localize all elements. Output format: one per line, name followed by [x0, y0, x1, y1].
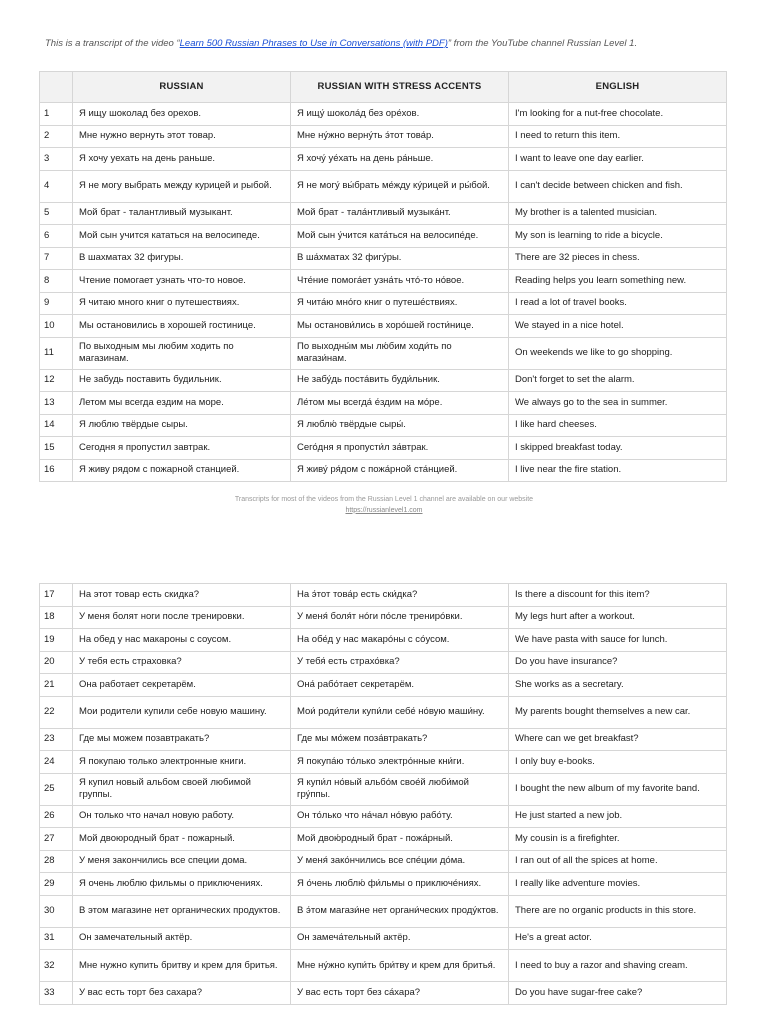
table-row: [40, 674, 727, 697]
cell-russian: На обед у нас макароны с соусом.: [73, 629, 291, 652]
cell-russian: Где мы можем позавтракать?: [73, 728, 291, 751]
row-number: 1: [40, 103, 73, 126]
cell-russian-stress: Я ищу́ шокола́д без оре́хов.: [291, 103, 509, 126]
cell-english: My son is learning to ride a bicycle.: [509, 225, 727, 248]
row-number: 7: [40, 247, 73, 270]
cell-russian: Я не могу выбрать между курицей и рыбой.: [73, 170, 291, 202]
intro-suffix: ” from the YouTube channel Russian Level 1.: [447, 38, 638, 49]
row-number: 30: [40, 895, 73, 927]
row-number: 21: [40, 674, 73, 697]
table-row: [40, 225, 727, 248]
cell-russian-stress: У тебя́ есть страхо́вка?: [291, 651, 509, 674]
row-number: 31: [40, 927, 73, 950]
cell-english: There are 32 pieces in chess.: [509, 247, 727, 270]
row-number: 28: [40, 850, 73, 873]
row-number: 16: [40, 459, 73, 482]
cell-russian-stress: Она́ рабо́тает секретарём.: [291, 674, 509, 697]
cell-english: I bought the new album of my favorite band.: [509, 773, 727, 805]
cell-russian: По выходным мы любим ходить по магазинам.: [73, 337, 291, 369]
cell-russian: Я живу рядом с пожарной станцией.: [73, 459, 291, 482]
page-footer: [0, 495, 768, 516]
row-number: 20: [40, 651, 73, 674]
cell-english: My cousin is a firefighter.: [509, 828, 727, 851]
table-row: [40, 873, 727, 896]
cell-english: There are no organic products in this store.: [509, 895, 727, 927]
cell-russian: Он только что начал новую работу.: [73, 805, 291, 828]
cell-russian: Мы остановились в хорошей гостинице.: [73, 315, 291, 338]
cell-russian-stress: Я чита́ю мно́го книг о путеше́ствиях.: [291, 292, 509, 315]
table-row: [40, 950, 727, 982]
cell-russian-stress: Я не могу́ вы́брать ме́жду ку́рицей и ры́бой.: [291, 170, 509, 202]
cell-english: I ran out of all the spices at home.: [509, 850, 727, 873]
row-number: 17: [40, 584, 73, 607]
cell-russian: Мне нужно купить бритву и крем для бритья.: [73, 950, 291, 982]
cell-russian-stress: Мне ну́жно верну́ть э́тот това́р.: [291, 125, 509, 148]
cell-english: My brother is a talented musician.: [509, 202, 727, 225]
row-number: 6: [40, 225, 73, 248]
cell-russian-stress: Сего́дня я пропусти́л за́втрак.: [291, 437, 509, 460]
row-number: 5: [40, 202, 73, 225]
table-row: [40, 414, 727, 437]
header-russian: RUSSIAN: [73, 72, 291, 103]
phrases-table-page-2: [39, 583, 727, 1005]
cell-russian: Я очень люблю фильмы о приключениях.: [73, 873, 291, 896]
cell-english: My parents bought themselves a new car.: [509, 696, 727, 728]
cell-russian-stress: На э́тот това́р есть ски́дка?: [291, 584, 509, 607]
row-number: 26: [40, 805, 73, 828]
cell-english: I need to return this item.: [509, 125, 727, 148]
table-row: [40, 392, 727, 415]
cell-english: I only buy e-books.: [509, 751, 727, 774]
row-number: 3: [40, 148, 73, 171]
cell-russian: Летом мы всегда ездим на море.: [73, 392, 291, 415]
table-row: [40, 606, 727, 629]
row-number: 18: [40, 606, 73, 629]
cell-english: She works as a secretary.: [509, 674, 727, 697]
cell-english: I really like adventure movies.: [509, 873, 727, 896]
cell-russian: Я люблю твёрдые сыры.: [73, 414, 291, 437]
cell-russian-stress: Мой двою́родный брат - пожа́рный.: [291, 828, 509, 851]
cell-russian: Я хочу уехать на день раньше.: [73, 148, 291, 171]
row-number: 2: [40, 125, 73, 148]
row-number: 32: [40, 950, 73, 982]
cell-russian-stress: Он замеча́тельный актёр.: [291, 927, 509, 950]
header-number: [40, 72, 73, 103]
table-row: [40, 629, 727, 652]
row-number: 9: [40, 292, 73, 315]
table-row: [40, 828, 727, 851]
table-row: [40, 270, 727, 293]
cell-russian-stress: Он то́лько что на́чал но́вую рабо́ту.: [291, 805, 509, 828]
table-row: [40, 369, 727, 392]
row-number: 14: [40, 414, 73, 437]
table-row: [40, 751, 727, 774]
cell-russian: В этом магазине нет органических продуктов.: [73, 895, 291, 927]
cell-english: I can't decide between chicken and fish.: [509, 170, 727, 202]
table-row: [40, 728, 727, 751]
cell-russian-stress: Я покупа́ю то́лько электро́нные кни́ги.: [291, 751, 509, 774]
cell-english: Is there a discount for this item?: [509, 584, 727, 607]
cell-english: I live near the fire station.: [509, 459, 727, 482]
cell-russian-stress: Я люблю́ твёрдые сыры́.: [291, 414, 509, 437]
row-number: 19: [40, 629, 73, 652]
row-number: 11: [40, 337, 73, 369]
table-row: [40, 805, 727, 828]
row-number: 22: [40, 696, 73, 728]
cell-russian: В шахматах 32 фигуры.: [73, 247, 291, 270]
cell-russian-stress: У вас есть торт без са́хара?: [291, 982, 509, 1005]
cell-russian-stress: Я о́чень люблю́ фи́льмы о приключе́ниях.: [291, 873, 509, 896]
footer-note: Transcripts for most of the videos from the Russian Level 1 channel are available on our website: [234, 496, 534, 503]
row-number: 27: [40, 828, 73, 851]
cell-english: I need to buy a razor and shaving cream.: [509, 950, 727, 982]
table-body-page-2: [40, 584, 727, 1005]
cell-russian-stress: Где мы мо́жем поза́втракать?: [291, 728, 509, 751]
row-number: 4: [40, 170, 73, 202]
cell-russian: У меня болят ноги после тренировки.: [73, 606, 291, 629]
cell-russian: У вас есть торт без сахара?: [73, 982, 291, 1005]
table-row: [40, 982, 727, 1005]
table-row: [40, 202, 727, 225]
header-english: ENGLISH: [509, 72, 727, 103]
row-number: 15: [40, 437, 73, 460]
table-row: [40, 651, 727, 674]
table-row: [40, 148, 727, 171]
cell-russian-stress: Чте́ние помога́ет узна́ть что́-то но́вое.: [291, 270, 509, 293]
intro-text: [45, 38, 745, 49]
cell-russian-stress: У меня́ зако́нчились все спе́ции до́ма.: [291, 850, 509, 873]
table-row: [40, 125, 727, 148]
table-row: [40, 895, 727, 927]
cell-russian: Я купил новый альбом своей любимой группы.: [73, 773, 291, 805]
cell-russian: Мой сын учится кататься на велосипеде.: [73, 225, 291, 248]
table-row: [40, 850, 727, 873]
row-number: 23: [40, 728, 73, 751]
cell-english: He's a great actor.: [509, 927, 727, 950]
footer-website-link[interactable]: https://russianlevel1.com: [345, 506, 423, 514]
cell-russian-stress: Я хочу́ уе́хать на день ра́ньше.: [291, 148, 509, 171]
table-row: [40, 459, 727, 482]
cell-russian-stress: Я купи́л но́вый альбо́м свое́й люби́мой гру́ппы.: [291, 773, 509, 805]
cell-russian: Не забудь поставить будильник.: [73, 369, 291, 392]
cell-russian: Мои родители купили себе новую машину.: [73, 696, 291, 728]
cell-english: On weekends we like to go shopping.: [509, 337, 727, 369]
cell-english: Do you have sugar-free cake?: [509, 982, 727, 1005]
cell-russian: Сегодня я пропустил завтрак.: [73, 437, 291, 460]
cell-english: We have pasta with sauce for lunch.: [509, 629, 727, 652]
cell-english: We always go to the sea in summer.: [509, 392, 727, 415]
row-number: 13: [40, 392, 73, 415]
table-row: [40, 437, 727, 460]
cell-russian-stress: Не забу́дь поста́вить буди́льник.: [291, 369, 509, 392]
cell-russian: Я покупаю только электронные книги.: [73, 751, 291, 774]
cell-russian: Я ищу шоколад без орехов.: [73, 103, 291, 126]
table-body-page-1: [40, 103, 727, 482]
cell-english: Where can we get breakfast?: [509, 728, 727, 751]
cell-russian: У меня закончились все специи дома.: [73, 850, 291, 873]
table-row: [40, 337, 727, 369]
video-link[interactable]: Learn 500 Russian Phrases to Use in Conversations (with PDF): [179, 38, 448, 49]
table-row: [40, 584, 727, 607]
cell-russian-stress: В ша́хматах 32 фигу́ры.: [291, 247, 509, 270]
table-row: [40, 315, 727, 338]
row-number: 25: [40, 773, 73, 805]
cell-russian: Мне нужно вернуть этот товар.: [73, 125, 291, 148]
cell-russian-stress: На обе́д у нас макаро́ны с со́усом.: [291, 629, 509, 652]
cell-russian-stress: Ле́том мы всегда́ е́здим на мо́ре.: [291, 392, 509, 415]
table-row: [40, 170, 727, 202]
cell-russian: Я читаю много книг о путешествиях.: [73, 292, 291, 315]
cell-russian-stress: Мой сын у́чится ката́ться на велосипе́де.: [291, 225, 509, 248]
row-number: 33: [40, 982, 73, 1005]
cell-russian-stress: Мой брат - тала́нтливый музыка́нт.: [291, 202, 509, 225]
cell-russian: Мой двоюродный брат - пожарный.: [73, 828, 291, 851]
cell-english: He just started a new job.: [509, 805, 727, 828]
row-number: 10: [40, 315, 73, 338]
cell-russian-stress: Я живу́ ря́дом с пожа́рной ста́нцией.: [291, 459, 509, 482]
cell-russian: Чтение помогает узнать что-то новое.: [73, 270, 291, 293]
cell-russian-stress: Мои́ роди́тели купи́ли себе́ но́вую маши́ну.: [291, 696, 509, 728]
table-header-row: [40, 72, 727, 103]
cell-english: We stayed in a nice hotel.: [509, 315, 727, 338]
cell-english: My legs hurt after a workout.: [509, 606, 727, 629]
cell-russian: На этот товар есть скидка?: [73, 584, 291, 607]
cell-english: I want to leave one day earlier.: [509, 148, 727, 171]
cell-russian: Он замечательный актёр.: [73, 927, 291, 950]
cell-russian-stress: У меня́ боля́т но́ги по́сле трениро́вки.: [291, 606, 509, 629]
header-russian-stress: RUSSIAN WITH STRESS ACCENTS: [291, 72, 509, 103]
table-row: [40, 247, 727, 270]
row-number: 8: [40, 270, 73, 293]
row-number: 24: [40, 751, 73, 774]
cell-english: Don't forget to set the alarm.: [509, 369, 727, 392]
cell-russian-stress: По выходны́м мы лю́бим ходи́ть по магази́нам.: [291, 337, 509, 369]
cell-russian: Она работает секретарём.: [73, 674, 291, 697]
table-row: [40, 696, 727, 728]
cell-russian: У тебя есть страховка?: [73, 651, 291, 674]
cell-english: I read a lot of travel books.: [509, 292, 727, 315]
cell-russian-stress: В э́том магази́не нет органи́ческих проду́ктов.: [291, 895, 509, 927]
cell-russian-stress: Мне ну́жно купи́ть бри́тву и крем для бритья́.: [291, 950, 509, 982]
cell-russian-stress: Мы останови́лись в хоро́шей гости́нице.: [291, 315, 509, 338]
row-number: 12: [40, 369, 73, 392]
cell-english: I skipped breakfast today.: [509, 437, 727, 460]
cell-russian: Мой брат - талантливый музыкант.: [73, 202, 291, 225]
intro-prefix: This is a transcript of the video “: [45, 38, 180, 49]
cell-english: I'm looking for a nut-free chocolate.: [509, 103, 727, 126]
phrases-table-page-1: [39, 71, 727, 482]
cell-english: Do you have insurance?: [509, 651, 727, 674]
cell-english: I like hard cheeses.: [509, 414, 727, 437]
row-number: 29: [40, 873, 73, 896]
table-row: [40, 292, 727, 315]
table-row: [40, 927, 727, 950]
table-row: [40, 773, 727, 805]
cell-english: Reading helps you learn something new.: [509, 270, 727, 293]
table-row: [40, 103, 727, 126]
